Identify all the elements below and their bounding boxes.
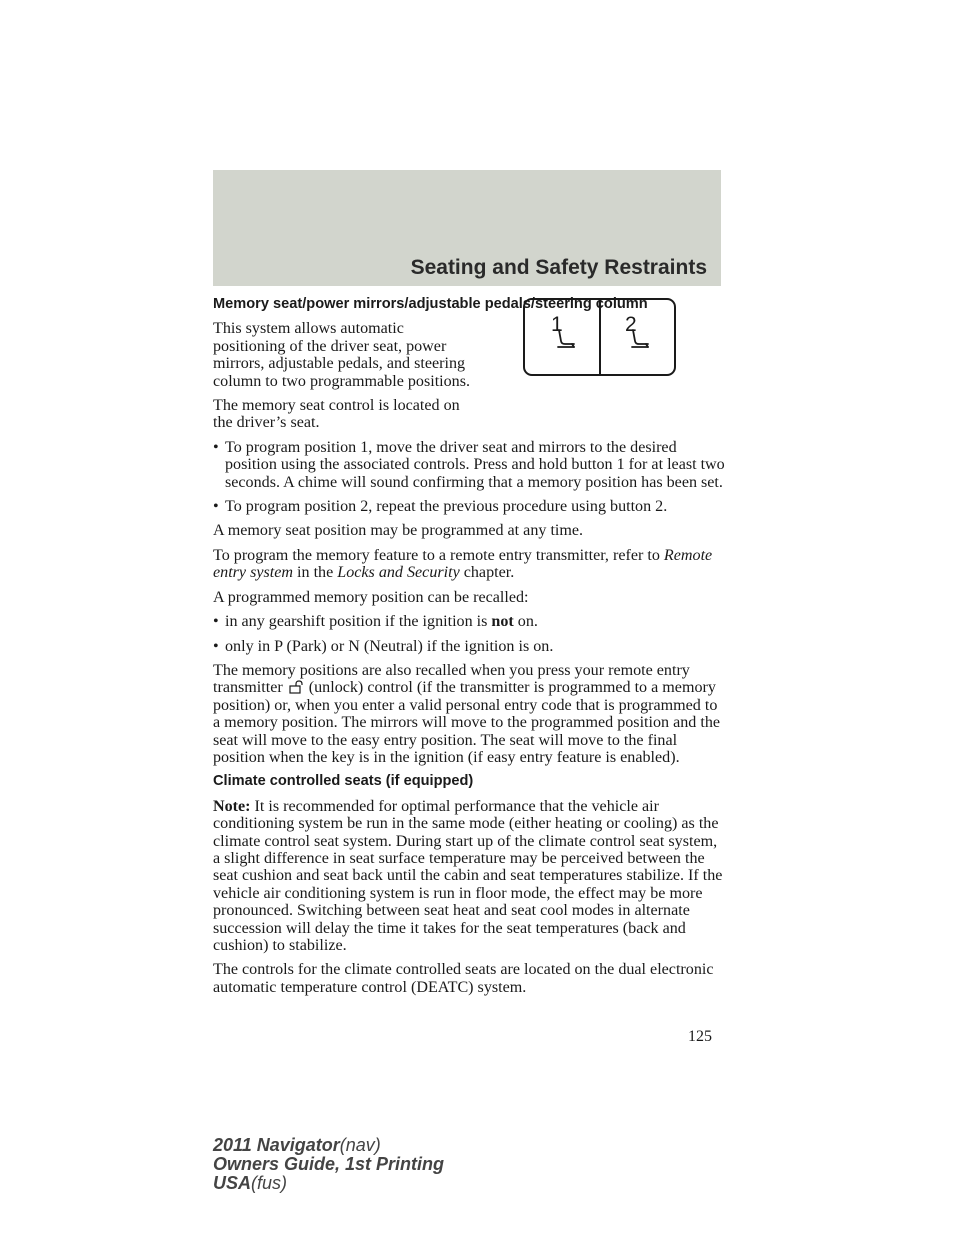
memory-location-paragraph: The memory seat control is located on the driver’s seat.: [213, 397, 460, 432]
footer-market-code: (fus): [251, 1173, 288, 1193]
footer-printing: Owners Guide, 1st Printing: [213, 1154, 445, 1174]
recall-para-pre: The memory positions are also recalled when you press your remote entry transmitter: [213, 661, 690, 697]
locks-security-reference: Locks and Security: [337, 564, 460, 582]
chapter-title: Seating and Safety Restraints: [410, 256, 707, 279]
bullet-text: To program position 1, move the driver seat and mirrors to the desired position using the associated controls. Press and hold button 1 for at least two seconds. A chime will sound confirming that a memory position has been set.: [225, 438, 725, 491]
memory-button-2-number: 2: [625, 313, 637, 336]
remote-entry-paragraph: [213, 547, 725, 582]
footer-line-2: [213, 1155, 444, 1174]
climate-controls-paragraph: The controls for the climate controlled seats are located on the dual electronic automatic temperature control (DEATC) system.: [213, 961, 714, 996]
bullet-icon: •: [213, 438, 219, 456]
bullet-icon: •: [213, 613, 219, 631]
footer-model-code: (nav): [339, 1135, 381, 1155]
recall-intro-paragraph: A programmed memory position can be recalled:: [213, 588, 529, 606]
list-item: [213, 613, 725, 630]
section-heading-memory-seat: Memory seat/power mirrors/adjustable pedals/steering column: [213, 296, 648, 312]
footer-market: USA: [213, 1173, 252, 1193]
bullet-icon: •: [213, 498, 219, 516]
remote-text-mid: in the: [293, 564, 338, 582]
remote-text-pre: To program the memory feature to a remote entry transmitter, refer to: [213, 546, 664, 564]
recall-b1-emphasis: not: [491, 613, 514, 631]
bullet-text: To program position 2, repeat the previous procedure using button 2.: [225, 498, 668, 516]
chapter-header-band: [213, 170, 721, 286]
remote-text-post: chapter.: [459, 564, 515, 582]
anytime-paragraph: A memory seat position may be programmed at any time.: [213, 522, 584, 540]
footer-line-1: [213, 1136, 444, 1155]
section-heading-climate-seats: Climate controlled seats (if equipped): [213, 773, 474, 790]
bullet-icon: •: [213, 637, 219, 655]
recall-para-post: (unlock) control (if the transmitter is programmed to a memory position) or, when you enter a valid personal entry code that is programmed to a memory position. The mirrors will move to the programmed position and the seat will move to the easy entry position. The seat will move to the final position when the key is in the ignition (if easy entry feature is enabled).: [213, 679, 721, 766]
climate-note-paragraph: [213, 798, 725, 955]
recall-b1-pre: in any gearshift position if the ignition is: [225, 613, 492, 631]
memory-button-1-number: 1: [551, 313, 563, 336]
memory-intro-paragraph: This system allows automatic positioning of the driver seat, power mirrors, adjustable pedals, and steering column to two programmable positions.: [213, 320, 471, 390]
list-item: [213, 498, 725, 515]
list-item: [213, 638, 725, 655]
page-content: [213, 296, 725, 1003]
note-text: It is recommended for optimal performance that the vehicle air conditioning system be run in the same mode (either heating or cooling) as the climate control seat system. During start up of the climate control seat system, a slight difference in seat surface temperature may be perceived between the seat cushion and seat back until the cabin and seat temperatures stabilize. If the vehicle air conditioning system is run in floor mode, the effect may be more pronounced. Switching between seat heat and seat cool modes in alternate succession will delay the time it takes for the seat temperatures (back and cushion) to stabilize.: [213, 797, 723, 954]
page-number: 125: [688, 1028, 712, 1045]
list-item: [213, 439, 725, 491]
document-footer: [213, 1136, 444, 1193]
recall-b1-post: on.: [513, 613, 538, 631]
remote-entry-reference: Remote entry system: [213, 546, 713, 582]
recall-paragraph: [213, 662, 725, 766]
footer-model: 2011 Navigator: [213, 1135, 340, 1155]
bullet-text: only in P (Park) or N (Neutral) if the ignition is on.: [225, 637, 554, 655]
unlock-icon: [289, 680, 303, 694]
note-label: Note:: [213, 797, 251, 815]
bullet-text: [225, 613, 725, 630]
footer-line-3: [213, 1174, 444, 1193]
